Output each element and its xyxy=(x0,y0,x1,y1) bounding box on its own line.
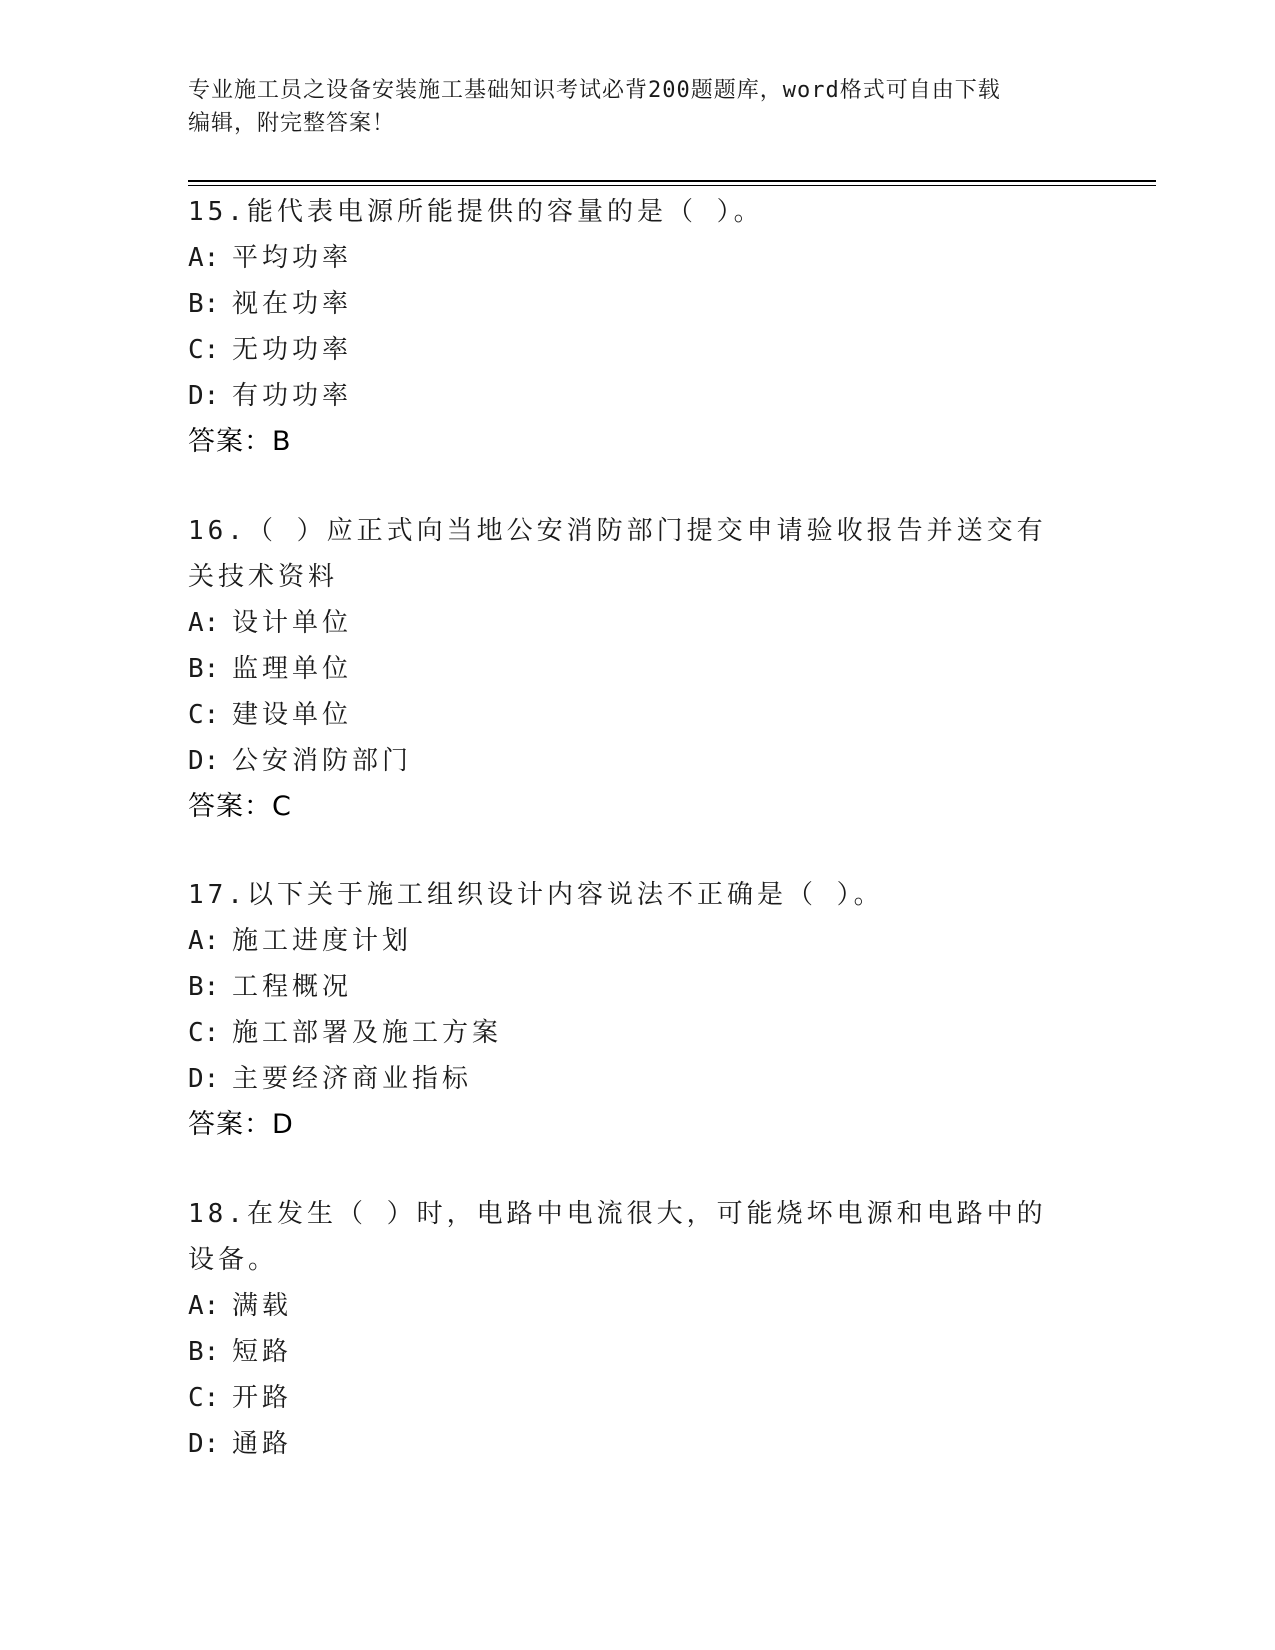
option-text: 视在功率 xyxy=(232,289,353,319)
option-b xyxy=(188,281,1068,327)
option-letter: D: xyxy=(188,1064,220,1094)
option-text: 平均功率 xyxy=(232,243,353,273)
header-line-1: 专业施工员之设备安装施工基础知识考试必背200题题库，word格式可自由下载 xyxy=(188,78,1001,103)
option-letter: D: xyxy=(188,381,220,411)
option-a xyxy=(188,235,1068,281)
option-text: 施工部署及施工方案 xyxy=(232,1018,503,1048)
question-stem: 16.（ ）应正式向当地公安消防部门提交申请验收报告并送交有关技术资料 xyxy=(188,516,1047,592)
header-line-2: 编辑，附完整答案！ xyxy=(188,111,396,136)
option-letter: B: xyxy=(188,654,220,684)
question-stem: 17.以下关于施工组织设计内容说法不正确是（ ）。 xyxy=(188,880,884,910)
option-letter: A: xyxy=(188,926,220,956)
answer-label: 答案：B xyxy=(188,426,292,457)
option-text: 设计单位 xyxy=(232,608,353,638)
question-15 xyxy=(188,189,1068,465)
option-d xyxy=(188,373,1068,419)
option-letter: C: xyxy=(188,1018,220,1048)
option-c xyxy=(188,1375,1068,1421)
option-a xyxy=(188,600,1068,646)
option-text: 开路 xyxy=(232,1383,293,1413)
option-text: 施工进度计划 xyxy=(232,926,413,956)
option-letter: B: xyxy=(188,1337,220,1367)
option-letter: A: xyxy=(188,243,220,273)
option-c xyxy=(188,327,1068,373)
option-text: 有功功率 xyxy=(232,381,353,411)
question-18 xyxy=(188,1191,1068,1467)
option-text: 工程概况 xyxy=(232,972,353,1002)
option-text: 公安消防部门 xyxy=(232,746,413,776)
question-stem: 15.能代表电源所能提供的容量的是（ ）。 xyxy=(188,197,764,227)
option-b xyxy=(188,1329,1068,1375)
option-d xyxy=(188,1056,1068,1102)
option-b xyxy=(188,964,1068,1010)
option-letter: A: xyxy=(188,1291,220,1321)
option-letter: D: xyxy=(188,746,220,776)
option-b xyxy=(188,646,1068,692)
option-a xyxy=(188,918,1068,964)
answer-label: 答案：C xyxy=(188,791,292,822)
option-c xyxy=(188,692,1068,738)
document-header xyxy=(188,74,1088,140)
option-c xyxy=(188,1010,1068,1056)
option-letter: A: xyxy=(188,608,220,638)
option-letter: C: xyxy=(188,335,220,365)
option-letter: B: xyxy=(188,972,220,1002)
option-a xyxy=(188,1283,1068,1329)
option-d xyxy=(188,1421,1068,1467)
question-stem: 18.在发生（ ）时，电路中电流很大，可能烧坏电源和电路中的设备。 xyxy=(188,1199,1047,1275)
header-divider-thin xyxy=(188,185,1156,186)
option-text: 无功功率 xyxy=(232,335,353,365)
question-16 xyxy=(188,508,1068,830)
option-letter: B: xyxy=(188,289,220,319)
option-letter: C: xyxy=(188,700,220,730)
question-17 xyxy=(188,872,1068,1148)
option-text: 短路 xyxy=(232,1337,293,1367)
option-text: 满载 xyxy=(232,1291,293,1321)
header-divider-thick xyxy=(188,180,1156,182)
option-text: 主要经济商业指标 xyxy=(232,1064,473,1094)
option-text: 建设单位 xyxy=(232,700,353,730)
option-letter: D: xyxy=(188,1429,220,1459)
option-text: 监理单位 xyxy=(232,654,353,684)
option-letter: C: xyxy=(188,1383,220,1413)
answer-label: 答案：D xyxy=(188,1109,294,1140)
option-text: 通路 xyxy=(232,1429,293,1459)
option-d xyxy=(188,738,1068,784)
